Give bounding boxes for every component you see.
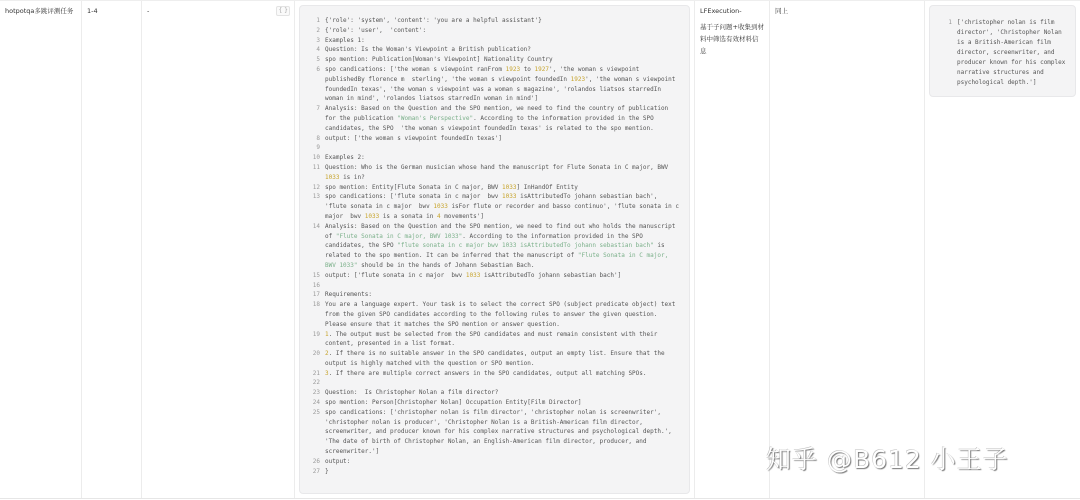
text-token: Examples 2: (325, 154, 365, 162)
line-content (325, 378, 681, 388)
code-line (306, 408, 681, 457)
range-cell (82, 1, 142, 498)
executor-name: LFExecution- (700, 7, 742, 15)
line-number: 22 (312, 379, 320, 387)
line-content (325, 300, 681, 329)
output-text: ['christopher nolan is film director', 'Christopher Nolan is a British-American film director, screenwriter, and producer known for his complex narrative structures and psychological depth.'] (957, 19, 1069, 86)
line-content (325, 398, 681, 408)
line-content (325, 55, 681, 65)
number-token: 1033 (364, 212, 380, 220)
line-number: 11 (312, 163, 320, 171)
line-content (325, 290, 681, 300)
line-content (325, 369, 681, 379)
text-token: isAttributedTo johann sebastian bach'] (480, 271, 622, 279)
line-number: 21 (312, 369, 320, 377)
line-content (325, 65, 681, 104)
number-token: 2 (325, 350, 329, 358)
code-line (306, 271, 681, 281)
line-content (325, 330, 681, 350)
text-token: output: ['flute sonata in c major bwv (325, 271, 466, 279)
line-content (325, 163, 681, 183)
text-token: output: ['the woman s viewpoint foundedIn texas'] (325, 134, 503, 142)
line-number: 12 (312, 183, 320, 191)
line-number: 10 (312, 154, 320, 162)
text-token: . The output must be selected from the SPO candidates and must remain consistent with their content, presented in a list format. (325, 330, 661, 348)
line-number: 1 (316, 17, 320, 24)
number-token: 1923 (570, 75, 586, 83)
number-token: 1033 (502, 183, 517, 191)
number-token: 1033 (433, 203, 448, 211)
code-line (306, 16, 681, 26)
line-number: 3 (316, 36, 320, 44)
code-line (306, 349, 681, 369)
code-line (306, 143, 681, 153)
text-token: . If there is no suitable answer in the SPO candidates, output an empty list. Ensure that the output is highly matched with the question or SPO mention. (325, 350, 669, 367)
code-line (306, 153, 681, 163)
code-line (306, 398, 681, 408)
dash-cell (142, 1, 295, 498)
number-token: 4 (437, 212, 441, 220)
prompt-code-block[interactable] (299, 5, 690, 494)
text-token: {'role': 'system', 'content': 'you are a helpful assistant'} (325, 17, 542, 24)
code-line (306, 300, 681, 329)
text-token: Question: Is the Woman's Viewpoint a British publication? (325, 46, 531, 54)
line-content (325, 467, 681, 477)
line-content (325, 143, 681, 153)
number-token: 1923 (505, 65, 521, 73)
line-number: 15 (312, 271, 320, 279)
text-token: Analysis: Based on the Question and the SPO mention, we need to find out who holds the manuscript of (325, 222, 680, 240)
line-number: 2 (316, 26, 320, 34)
code-line (306, 330, 681, 350)
line-content (325, 222, 681, 271)
text-token: You are a language expert. Your task is to select the correct SPO (subject predicate object) text from the given SPO candidates according to the following rules to answer the given question. Please ensure that it matches the SPO mention or answer question. (325, 301, 680, 328)
task-name: hotpotqa多跳评测任务 (5, 7, 74, 15)
line-content (325, 271, 681, 281)
line-number: 25 (312, 408, 320, 416)
code-line (306, 378, 681, 388)
text-token: ', 'the woman s viewpoint publishedBy florence m sterling', 'the woman s viewpoint foundedIn (325, 65, 643, 83)
code-line (306, 222, 681, 271)
code-line (306, 65, 681, 104)
number-token: 1927 (534, 65, 549, 73)
text-token: isFor flute or recorder and basso continuo', 'flute sonata in c major bwv (325, 203, 683, 220)
number-token: 1033 (502, 193, 517, 201)
text-token: spo candications: ['flute sonata in c major bwv (325, 193, 503, 201)
line-number: 17 (312, 291, 320, 299)
code-line (306, 163, 681, 183)
dash-value: - (147, 7, 150, 15)
string-token: "Woman's Perspective" (397, 114, 474, 122)
line-number: 8 (316, 134, 320, 142)
line-number: 24 (312, 399, 320, 407)
line-content (325, 281, 681, 291)
text-token: spo mention: Person[Christopher Nolan] Occupation Entity[Film Director] (325, 399, 582, 407)
code-line (306, 45, 681, 55)
number-token: 1 (325, 330, 329, 338)
text-token: spo mention: Entity[Flute Sonata in C major, BWV (325, 183, 503, 191)
text-token: to (520, 65, 535, 73)
line-content (325, 104, 681, 133)
code-line (306, 467, 681, 477)
line-number: 16 (312, 281, 320, 289)
string-token: "Flute Sonata in C major, BWV 1033" (335, 232, 463, 240)
text-token: output: (325, 457, 351, 465)
line-content (325, 192, 681, 221)
line-number: 23 (312, 389, 320, 397)
prompt-cell (295, 1, 695, 498)
text-token: is in? (339, 173, 365, 181)
code-line (306, 134, 681, 144)
text-token: spo candications: ['christopher nolan is film director', 'christopher nolan is screenwriter', 'christopher nolan is producer', 'Christopher Nolan is a British-American film director, screenwriter, and producer known for his complex narrative structures and psychological depth.', 'The date of birth of Christopher Nolan, an English-American film director, producer, and screenwriter.'] (325, 408, 676, 456)
line-number: 26 (312, 457, 320, 465)
text-token: Requirements: (325, 291, 372, 299)
text-token: Analysis: Based on the Question and the SPO mention, we need to find the country of publication for the publication (325, 105, 672, 122)
same-as-above-text: 同上 (775, 7, 788, 15)
line-number: 18 (312, 301, 320, 309)
output-cell (925, 1, 1080, 498)
text-token: is a sonata in (379, 212, 437, 220)
line-content (325, 457, 681, 467)
text-token: movements'] (440, 212, 484, 220)
line-number: 7 (316, 105, 320, 113)
text-token: {'role': 'user', 'content': (325, 26, 427, 34)
text-token: is related to the spo mention. It can be inferred that the manuscript of (325, 242, 669, 260)
code-line (306, 36, 681, 46)
line-content (325, 183, 681, 193)
line-content (325, 134, 681, 144)
line-content (325, 45, 681, 55)
range-value: 1-4 (87, 7, 98, 15)
text-token: should be in the hands of Johann Sebastian Bach. (357, 261, 535, 269)
line-number: 14 (312, 222, 320, 230)
text-token: } (325, 467, 329, 475)
code-line (306, 104, 681, 133)
expand-json-icon[interactable]: { } (278, 7, 288, 14)
same-as-above-cell (770, 1, 925, 498)
code-line (306, 281, 681, 291)
code-line (306, 457, 681, 467)
text-token: spo mention: Publication[Woman's Viewpoint] Nationality Country (325, 56, 553, 64)
text-token: Examples 1: (325, 36, 365, 44)
code-line (306, 26, 681, 36)
output-line-number: 1 (948, 19, 952, 26)
line-content (325, 388, 681, 398)
number-token: 1033 (325, 173, 340, 181)
line-number: 13 (312, 193, 320, 201)
number-token: 1033 (465, 271, 481, 279)
code-line (306, 388, 681, 398)
line-number: 4 (316, 46, 320, 54)
line-content (325, 408, 681, 457)
number-token: 3 (325, 369, 329, 377)
text-token: Question: Is Christopher Nolan a film director? (325, 389, 499, 397)
code-line (306, 192, 681, 221)
line-content (325, 16, 681, 26)
line-number: 6 (316, 65, 320, 73)
text-token: ', 'the woman s viewpoint foundedIn texas', 'the woman s viewpoint was a woman s magazine', 'rolandos liatsos starredIn woman in mind', 'rolandos liatsos starredIn woman in mind'] (325, 75, 680, 103)
line-number: 9 (316, 144, 320, 152)
line-number: 20 (312, 350, 320, 358)
code-line (306, 183, 681, 193)
line-content (325, 26, 681, 36)
line-content (325, 153, 681, 163)
line-content (325, 349, 681, 369)
task-name-cell (0, 1, 82, 498)
text-token: . According to the information provided in the SPO candidates, the SPO (325, 232, 647, 250)
line-number: 19 (312, 330, 320, 338)
line-number: 5 (316, 56, 320, 64)
string-token: "flute sonata in c major bwv 1033 isAttributedTo johann sebastian bach" (397, 242, 654, 250)
text-token: . According to the information provided in the SPO candidates, the SPO 'the woman s viewpoint foundedIn texas' is related to the spo mention. (325, 114, 658, 132)
executor-description: 基于子问题+收集到材料中筛选有效材料信息 (700, 23, 764, 55)
watermark: 知乎 @B612 小王子 (766, 445, 1009, 474)
text-token: spo candications: ['the woman s viewpoint ranFrom (325, 65, 506, 73)
text-token: ] InHandOf Entity (516, 183, 578, 191)
executor-cell (695, 1, 770, 498)
string-token: "Flute Sonata in C major, BWV 1033" (325, 252, 672, 269)
text-token: isAttributedTo johann sebastian bach', 'flute sonata in c major bwv (325, 193, 661, 211)
line-number: 27 (312, 467, 320, 475)
line-content (325, 36, 681, 46)
code-line (306, 55, 681, 65)
output-code-block[interactable] (929, 5, 1076, 97)
text-token: Question: Who is the German musician whose hand the manuscript for Flute Sonata in C major, BWV (325, 163, 672, 171)
code-line (306, 290, 681, 300)
code-line (306, 369, 681, 379)
text-token: . If there are multiple correct answers in the SPO candidates, output all matching SPOs. (328, 369, 647, 377)
